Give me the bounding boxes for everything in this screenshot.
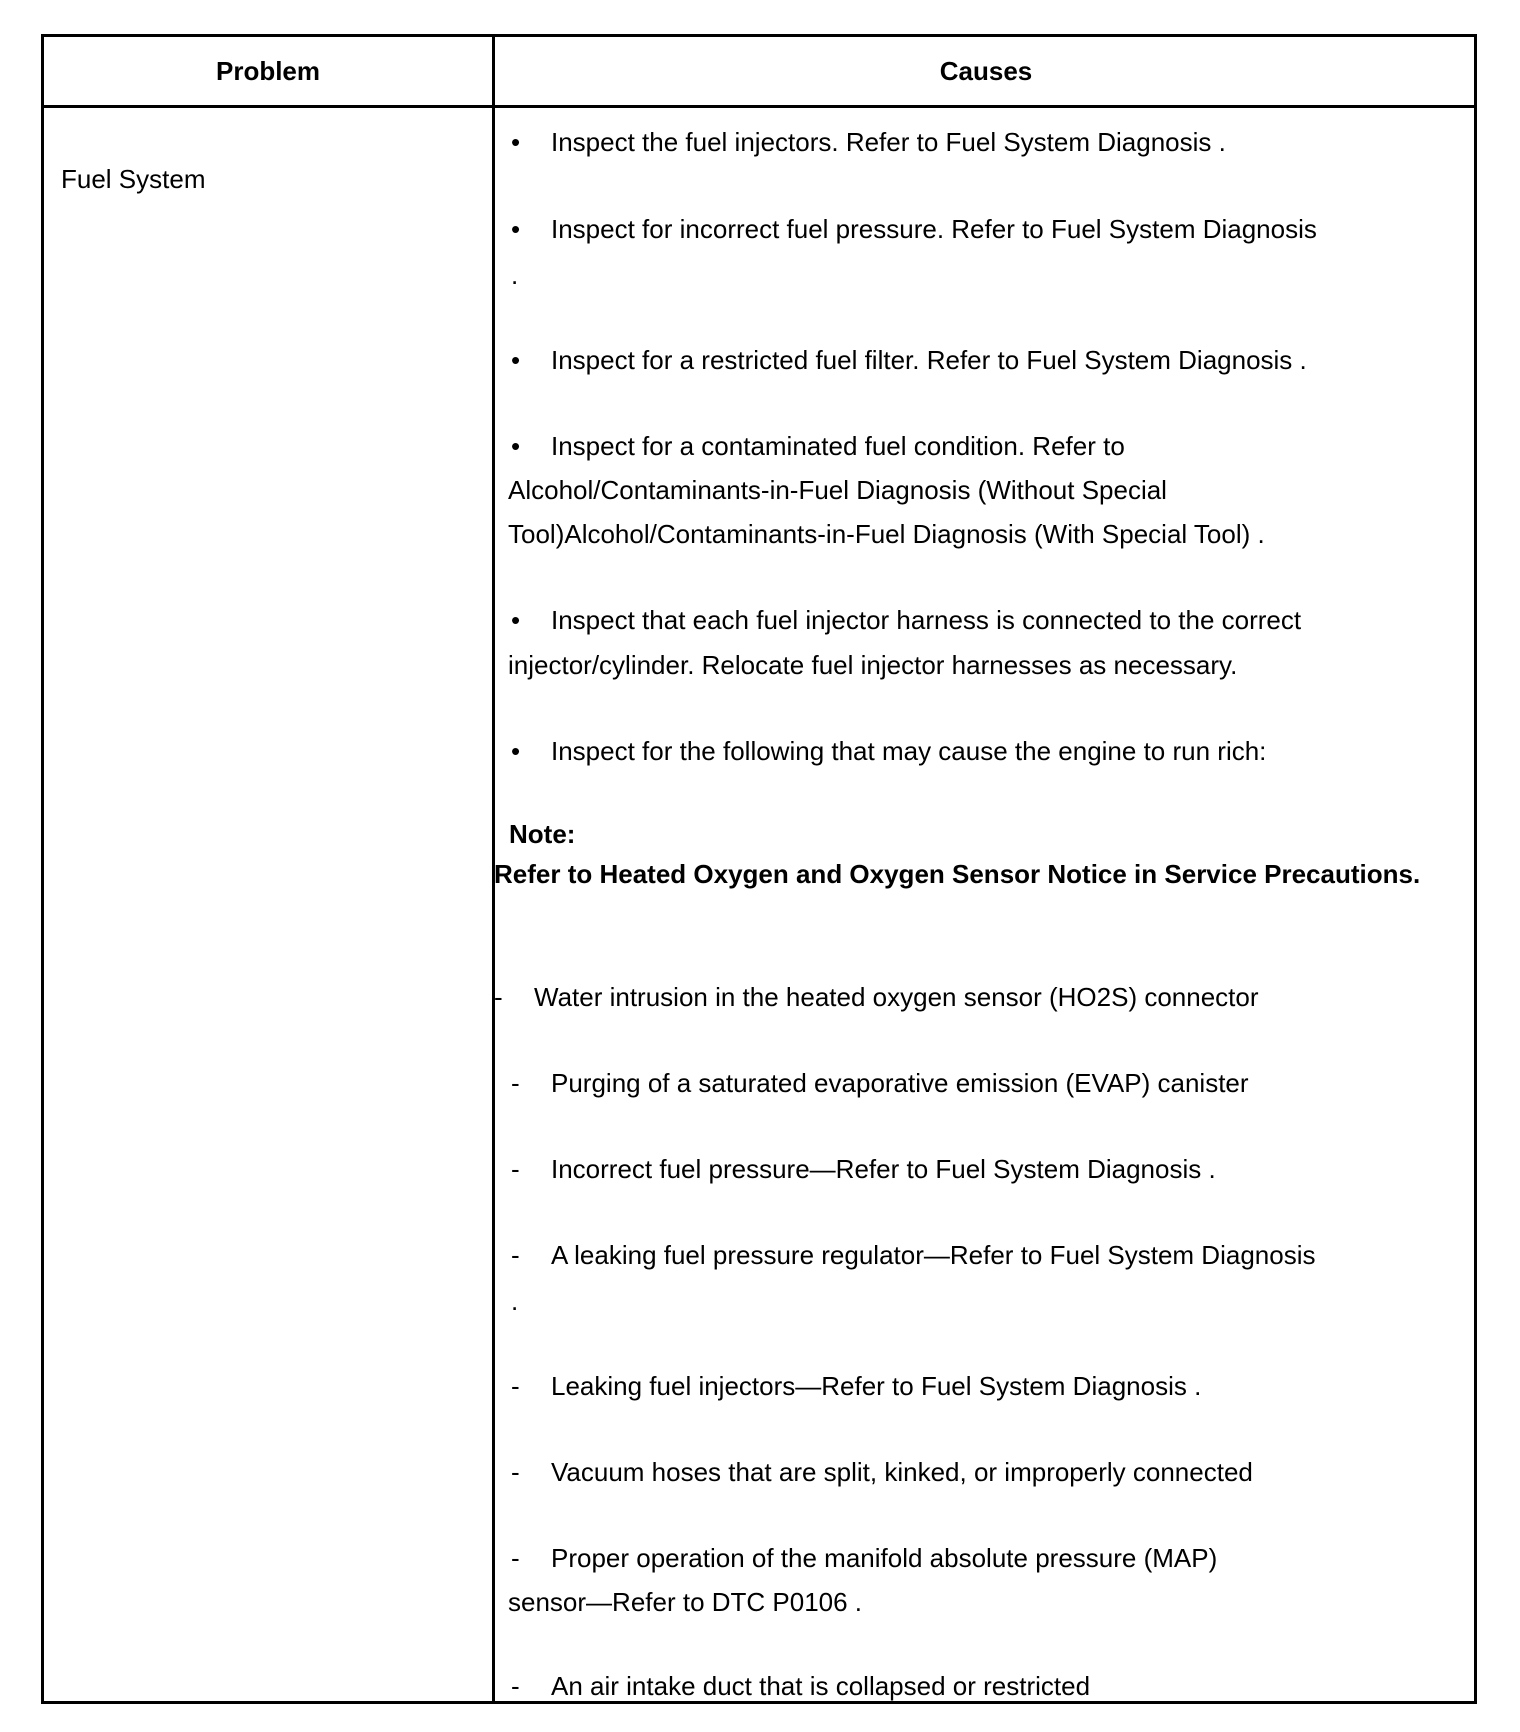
cause-item: • Inspect that each fuel injector harness is connected to the correct [511, 598, 1301, 642]
cause-subitem: - Water intrusion in the heated oxygen sensor (HO2S) connector [494, 975, 1259, 1019]
cause-item: • Inspect for a restricted fuel filter. Refer to Fuel System Diagnosis . [511, 338, 1307, 382]
bullet-marker: • [511, 127, 521, 157]
dash-marker: - [511, 1457, 520, 1487]
cause-item-continuation: . [511, 260, 519, 290]
cause-subitem: - Leaking fuel injectors—Refer to Fuel System Diagnosis . [511, 1364, 1201, 1408]
dash-marker: - [511, 1671, 520, 1701]
dash-marker: - [511, 1154, 520, 1184]
cause-item-continuation: Alcohol/Contaminants-in-Fuel Diagnosis (Without Special [508, 475, 1167, 505]
dash-marker: - [511, 1371, 520, 1401]
bullet-marker: • [511, 605, 521, 635]
header-divider [44, 105, 1474, 108]
bullet-marker: • [511, 431, 521, 461]
dash-marker: - [511, 1068, 520, 1098]
header-causes: Causes [939, 56, 1033, 86]
cause-item-continuation: Tool)Alcohol/Contaminants-in-Fuel Diagnosis (With Special Tool) . [508, 519, 1265, 549]
cause-item: • Inspect for the following that may cause the engine to run rich: [511, 729, 1266, 773]
cause-item-continuation: injector/cylinder. Relocate fuel injector harnesses as necessary. [508, 650, 1238, 680]
cause-subitem: - Proper operation of the manifold absolute pressure (MAP) [511, 1536, 1217, 1580]
bullet-marker: • [511, 345, 521, 375]
cause-item: • Inspect the fuel injectors. Refer to Fuel System Diagnosis . [511, 120, 1226, 164]
dash-marker: - [511, 1240, 520, 1270]
header-problem: Problem [215, 56, 321, 86]
cause-subitem: - Purging of a saturated evaporative emission (EVAP) canister [511, 1061, 1249, 1105]
bullet-marker: • [511, 736, 521, 766]
cause-subitem: - Incorrect fuel pressure—Refer to Fuel System Diagnosis . [511, 1147, 1216, 1191]
problem-cell: Fuel System [61, 164, 206, 194]
note-label: Note: [509, 819, 576, 849]
cause-subitem-continuation: sensor—Refer to DTC P0106 . [508, 1587, 863, 1617]
cause-item: • Inspect for a contaminated fuel condition. Refer to [511, 424, 1125, 468]
cause-subitem: - An air intake duct that is collapsed or restricted [511, 1664, 1090, 1708]
note-text: Refer to Heated Oxygen and Oxygen Sensor Notice in Service Precautions. [494, 859, 1421, 889]
cause-item: • Inspect for incorrect fuel pressure. Refer to Fuel System Diagnosis [511, 207, 1317, 251]
cause-subitem-continuation: . [511, 1286, 519, 1316]
cause-subitem: - Vacuum hoses that are split, kinked, or improperly connected [511, 1450, 1253, 1494]
dash-marker: - [494, 982, 503, 1012]
cause-subitem: - A leaking fuel pressure regulator—Refer to Fuel System Diagnosis [511, 1233, 1315, 1277]
dash-marker: - [511, 1543, 520, 1573]
bullet-marker: • [511, 214, 521, 244]
